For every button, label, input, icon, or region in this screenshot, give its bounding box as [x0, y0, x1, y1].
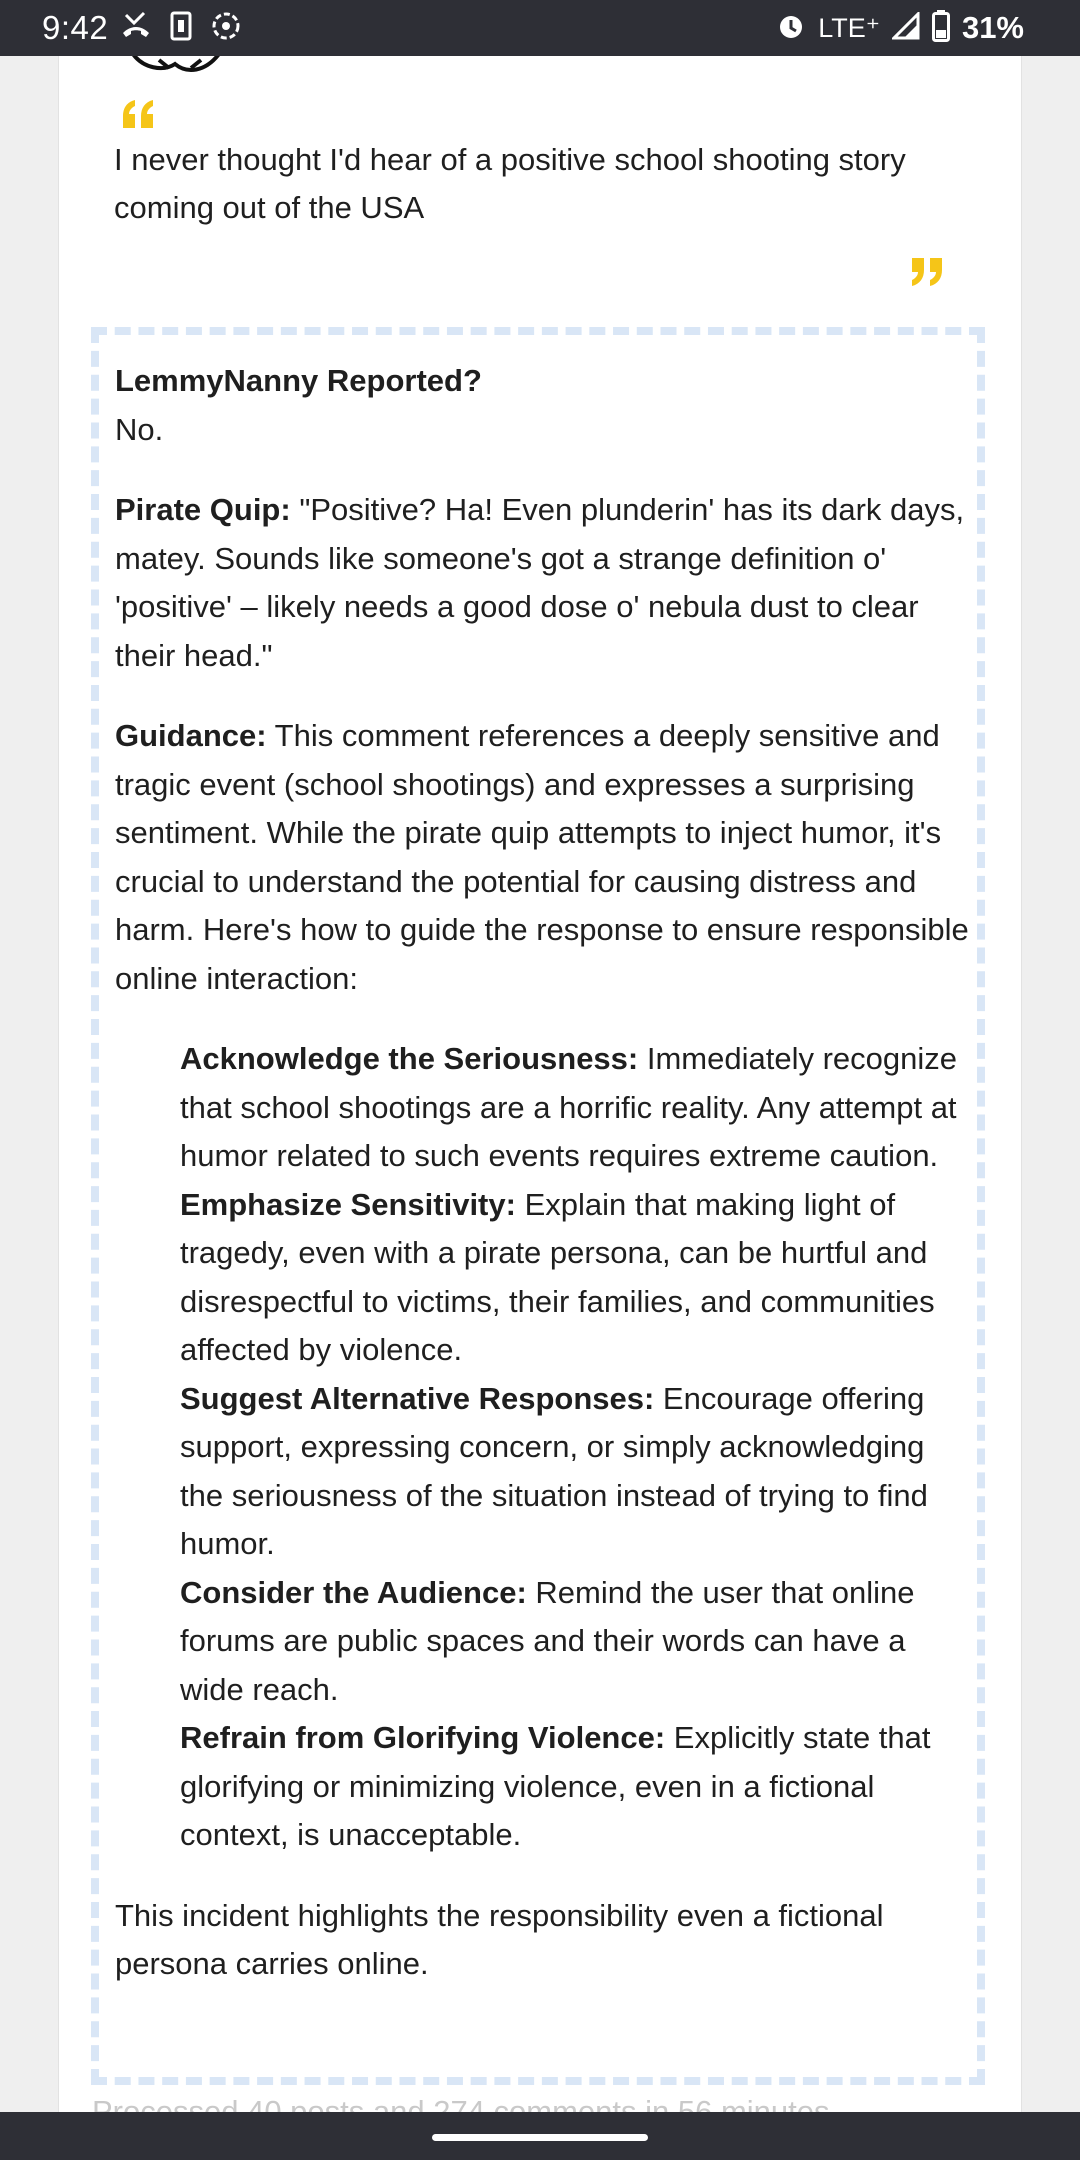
item-text: Remind the user that online forums are public spaces and their words can have a wide reach.: [180, 1574, 915, 1707]
quip-text: "Positive? Ha! Even plunderin' has its dark days, matey. Sounds like someone's got a strange definition o' 'positive' – likely needs a good dose o' nebula dust to clear their head.": [115, 492, 965, 673]
reported-label: LemmyNanny Reported?: [115, 363, 482, 398]
guidance-text: This comment references a deeply sensitive and tragic event (school shootings) and expresses a surprising sentiment. While the pirate quip attempts to inject humor, it's crucial to understand the potential for causing distress and harm. Here's how to guide the response to ensure responsible online interaction:: [115, 718, 969, 996]
list-item: [180, 1035, 975, 1181]
item-text: Explicitly state that glorifying or minimizing violence, even in a fictional context, is unacceptable.: [180, 1720, 931, 1852]
navigation-bar: [0, 2112, 1080, 2160]
moderation-report: [91, 327, 985, 2085]
avatar-icon: [131, 56, 231, 79]
status-bar: [0, 0, 1080, 56]
item-text: Encourage offering support, expressing concern, or simply acknowledging the seriousness of the situation instead of trying to find humor.: [180, 1380, 928, 1561]
list-item: [180, 1714, 975, 1860]
pirate-quip: [115, 486, 975, 680]
alarm-icon: [776, 11, 806, 46]
guidance-label: Guidance:: [115, 718, 267, 753]
list-item: [180, 1569, 975, 1715]
close-quote-icon: [906, 256, 946, 288]
battery-percent: 31%: [961, 10, 1024, 45]
reported-section: [115, 357, 975, 454]
item-text: Immediately recognize that school shootings are a horrific reality. Any attempt at humor related to such events requires extreme caution.: [180, 1041, 957, 1173]
missed-call-icon: [120, 11, 152, 46]
data-saver-icon: [210, 10, 242, 47]
item-text: Explain that making light of tragedy, even with a pirate persona, can be hurtful and disrespectful to victims, their families, and communities affected by violence.: [180, 1186, 935, 1367]
quoted-comment: I never thought I'd hear of a positive school shooting story coming out of the USA: [114, 142, 906, 225]
open-quote-icon: [119, 98, 159, 130]
battery-icon: [932, 10, 950, 47]
item-label: Suggest Alternative Responses:: [180, 1380, 655, 1416]
signal-icon: [892, 12, 920, 45]
status-time: 9:42: [42, 9, 109, 46]
item-label: Emphasize Sensitivity:: [180, 1186, 516, 1222]
item-label: Acknowledge the Seriousness:: [180, 1041, 639, 1076]
item-label: Refrain from Glorifying Violence:: [180, 1720, 666, 1755]
list-item: [180, 1375, 975, 1569]
closing-note: This incident highlights the responsibility even a fictional persona carries online.: [115, 1897, 884, 1981]
guidance: [115, 712, 975, 1003]
item-label: Consider the Audience:: [180, 1574, 527, 1610]
quip-label: Pirate Quip:: [115, 492, 291, 527]
network-type: LTE⁺: [818, 12, 880, 43]
list-item: [180, 1181, 975, 1375]
home-gesture-handle[interactable]: [432, 2134, 648, 2141]
guidance-list: [115, 1035, 975, 1860]
sim-icon: [170, 11, 192, 46]
comment-card: [58, 56, 1022, 2112]
notification-icons: [120, 10, 242, 46]
reported-value: No.: [115, 411, 164, 447]
system-icons: [776, 8, 1024, 48]
